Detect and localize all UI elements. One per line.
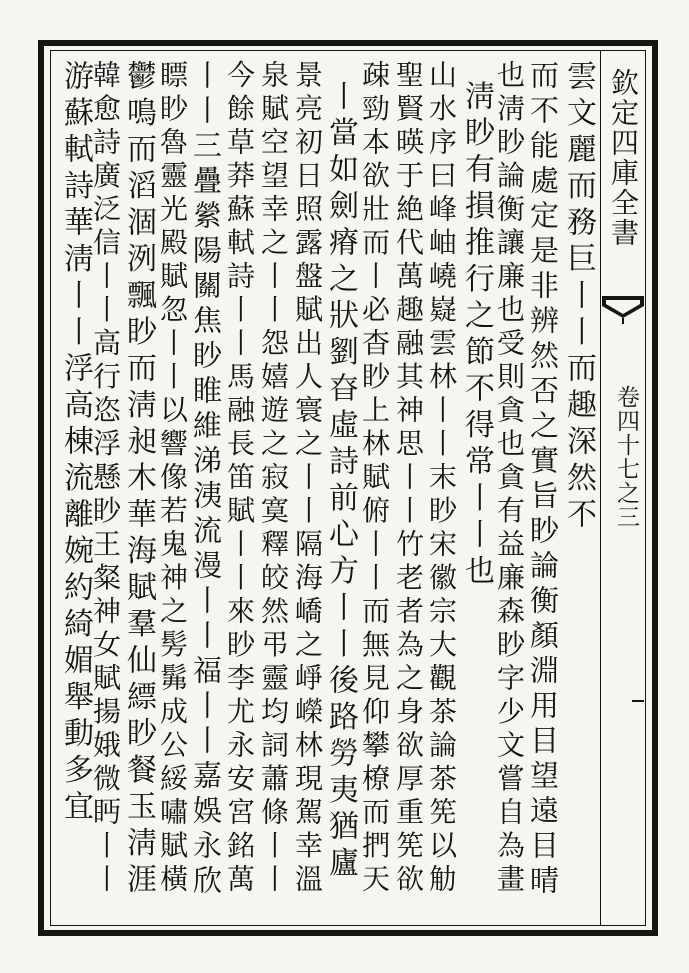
text-column: 聖賢暎于絶代萬趣融其神思丨丨竹老者為之身欲厚重筅欲 [392, 60, 425, 898]
text-column: 而不能處定是非辨然否之實旨眇論衡顏淵用目望遠目晴 [526, 60, 560, 900]
text-column: 丨當如劍瘠之狀劉昚虛詩前心方丨丨後路勞夷猶廬 [323, 80, 358, 883]
book-title: 欽定四庫全書 [607, 68, 640, 248]
text-column: 淸眇有損推行之節不得常丨丨也 [459, 80, 494, 591]
text-column: 游蘇軾詩華淸丨丨浮高棟流離婉約綺媚舉動多宜 [58, 60, 93, 827]
volume-number: 卷四十七之三 [613, 385, 639, 529]
text-column: 疎勁本欲壯而丨必杳眇上林賦俯丨丨而無見仰攀橑而捫天 [358, 60, 391, 898]
text-column: 景亮初日照露盤賦出人寰之丨丨隔海嶠之崢嶸林現駕幸溫 [291, 60, 324, 898]
text-column: 雲文麗而務巨丨丨而趣深然不 [561, 60, 596, 535]
text-column: 瞟眇魯靈光殿賦忽丨丨以響像若鬼神之髣髴成公綏嘯賦橫 [156, 60, 189, 898]
text-column: 韓愈詩廣泛信丨丨高行恣浮懸眇王粲神女賦揚娥微眄丨丨 [89, 60, 122, 898]
text-column: 鬱鳴而滔涸洌飄眇而淸昶木華海賦羣仙縹眇餐玉淸涯 [121, 60, 156, 900]
text-column: 今餘草莽蘇軾詩丨丨馬融長笛賦丨丨來眇李尤永安宮銘萬 [223, 60, 256, 898]
text-column: 泉賦空望幸之丨丨怨嬉遊之寂寞釋皎然弔靈均詞蕭條丨丨 [257, 60, 290, 898]
text-column: 丨丨三疊縈陽關焦眇睢維涕洟流漫丨丨福丨丨嘉娛永欣 [189, 60, 223, 900]
text-column: 也淸眇論衡讓廉也受則貪也貪有益廉森眇字少文嘗自為畫 [493, 60, 526, 898]
text-column: 山水序曰峰岫嶢嶷雲林丨丨末眇宋徽宗大觀茶論茶筅以觔 [425, 60, 458, 898]
page-rule [632, 700, 644, 702]
fish-tail-mark-icon [602, 296, 644, 324]
